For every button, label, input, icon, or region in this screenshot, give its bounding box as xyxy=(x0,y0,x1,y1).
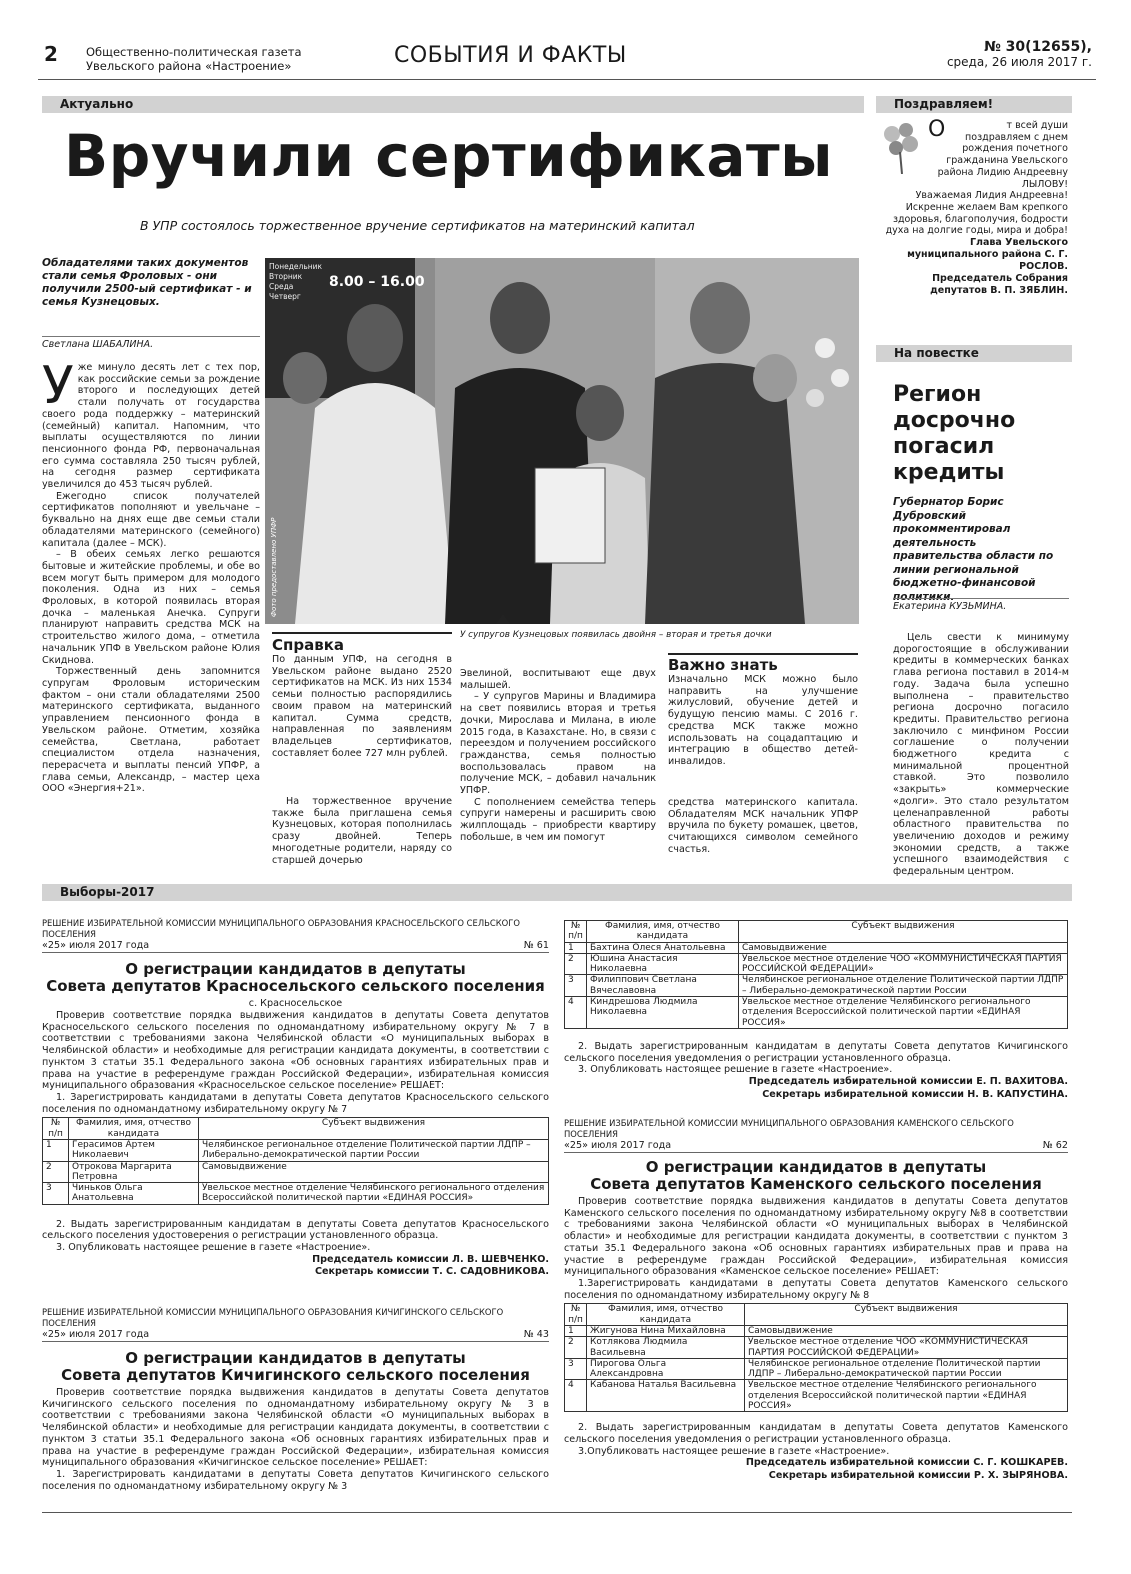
ki-body-p: Проверив соответствие порядка выдвижения кандидатов в депутаты Совета депутатов Кичигинского сельского поселения по одномандатному избирательному округу № 3 в соответствии с требованиями закона Челябинской области «О муниципальных выборах в Челябинской области» и необходимые для регистрации кандидата документы, в соответствии с пунктом 3 статьи 35.1 Федерального закона «Об основных гарантиях избирательных прав и права на участие в референдуме граждан Российской Федерации», избирательная комиссия муниципального образования «Кичигинское сельское поселение» РЕШАЕТ: xyxy=(42,1387,549,1469)
cell-num: 4 xyxy=(565,997,587,1029)
cell-name: Кабанова Наталья Васильевна xyxy=(587,1380,745,1412)
region-lead: Губернатор Борис Дубровский прокомментировал деятельность правительства области по линии региональной бюджетно-финансовой политики. xyxy=(893,496,1054,603)
lead-paragraph: Обладателями таких документов стали семья Фроловых - они получили 2500-ый сертификат - и семья Кузнецовых. xyxy=(42,257,252,308)
table-header-row xyxy=(565,1304,1068,1326)
col3-p2: – У супругов Марины и Владимира на свет появились вторая и третья дочки, Мирослава и Милана, в июле 2015 года, в Казахстане. Но, в связи с переездом и получением российского гражданства, семья полностью воспользовалась правом на получение МСК, – добавил начальник УПФР. xyxy=(460,691,656,797)
region-author: Екатерина КУЗЬМИНА. xyxy=(893,598,1069,612)
table-row xyxy=(565,1358,1068,1380)
cell-num: 3 xyxy=(43,1183,69,1205)
cell-name: Котлякова Людмила Васильевна xyxy=(587,1337,745,1359)
col2-p1: На торжественное вручение также была приглашена семья Кузнецовых, которая пополнилась сразу двойней. Теперь многодетные родители, наряду со старшей дочерью xyxy=(272,796,452,866)
photo-caption: У супругов Кузнецовых появилась двойня – вторая и третья дочки xyxy=(460,630,772,640)
drop-cap: У xyxy=(42,356,74,416)
cell-subject: Челябинское региональное отделение Политической партии ЛДПР – Либерально-демократической партии России xyxy=(739,975,1068,997)
kr-num: № 61 xyxy=(523,940,549,951)
kr-place: с. Красносельское xyxy=(248,998,343,1009)
cell-subject: Увельское местное отделение ЧОО «КОММУНИСТИЧЕСКАЯ ПАРТИЯ РОССИЙСКОЙ ФЕДЕРАЦИИ» xyxy=(739,953,1068,975)
col-header-subject: Субъект выдвижения xyxy=(745,1304,1068,1326)
page-header xyxy=(38,40,1096,80)
col-header-subject: Субъект выдвижения xyxy=(199,1118,549,1140)
cell-name: Чиньков Ольга Анатольевна xyxy=(69,1183,199,1205)
cell-num: 1 xyxy=(43,1139,69,1161)
col1-p2: Ежегодно список получателей сертификатов пополняют и увельчане – буквально на днях еще две семьи стали обладателями материнского (семейного) капитала (далее – МСК). xyxy=(42,490,260,549)
cell-subject: Увельское местное отделение Челябинского регионального отделения Всероссийской политической партии «ЕДИНАЯ РОССИЯ» xyxy=(739,997,1068,1029)
ka-item3: 3.Опубликовать настоящее решение в газете «Настроение». xyxy=(578,1445,890,1457)
spravka-box xyxy=(272,632,452,759)
cell-name: Пирогова Ольга Александровна xyxy=(587,1358,745,1380)
col3-p1: Эвелиной, воспитывают еще двух малышей. xyxy=(460,668,656,691)
cell-subject: Челябинское региональное отделение Политической партии ЛДПР – Либерально-демократической партии России xyxy=(745,1358,1068,1380)
article-column-3 xyxy=(460,668,656,844)
kr-item1: 1. Зарегистрировать кандидатами в депутаты Совета депутатов Красносельского сельского поселения по одномандатному избирательному округу № 7 xyxy=(42,1091,549,1115)
ki-item2: 2. Выдать зарегистрированным кандидатам в депутаты Совета депутатов Кичигинского сельского поселения уведомления о регистрации установленного образца. xyxy=(564,1040,1068,1064)
kr-head: РЕШЕНИЕ ИЗБИРАТЕЛЬНОЙ КОМИССИИ МУНИЦИПАЛЬНОГО ОБРАЗОВАНИЯ КРАСНОСЕЛЬСКОГО СЕЛЬСКОГО ПОСЕЛЕНИЯ xyxy=(42,918,520,939)
ki-head: РЕШЕНИЕ ИЗБИРАТЕЛЬНОЙ КОМИССИИ МУНИЦИПАЛЬНОГО ОБРАЗОВАНИЯ КИЧИГИНСКОГО СЕЛЬСКОГО ПОСЕЛЕНИЯ xyxy=(42,1307,504,1328)
cell-subject: Самовыдвижение xyxy=(745,1325,1068,1336)
table-row xyxy=(565,1380,1068,1412)
ka-title2: Совета депутатов Каменского сельского поселения xyxy=(590,1175,1042,1193)
rubric-elections: Выборы-2017 xyxy=(42,884,1072,901)
region-headline: Регион досрочно погасил кредиты xyxy=(893,382,1016,485)
ki-table xyxy=(564,920,1068,1029)
schedule-row-3: Среда xyxy=(269,282,294,291)
issue-number: № 30(12655), xyxy=(983,39,1092,55)
kr-item3: 3. Опубликовать настоящее решение в газете «Настроение». xyxy=(56,1242,371,1254)
table-row xyxy=(43,1183,549,1205)
rubric-aktualno: Актуально xyxy=(42,96,864,113)
schedule-row-2: Вторник xyxy=(269,272,303,281)
ka-items xyxy=(564,1422,1068,1457)
cell-name: Герасимов Артем Николаевич xyxy=(69,1139,199,1161)
ki-items xyxy=(564,1041,1068,1076)
kr-item2: 2. Выдать зарегистрированным кандидатам в депутаты Совета депутатов Красносельского сельского поселения удостоверения о регистрации установленного образца. xyxy=(42,1218,549,1242)
cell-num: 3 xyxy=(565,1358,587,1380)
col4-p1: средства материнского капитала. Обладателям МСК начальник УПФР вручила по букету ромашек, цветов, считающихся символом семейного счастья. xyxy=(668,797,858,855)
decision-krasnoselskoe xyxy=(42,918,549,1279)
issue-date: среда, 26 июля 2017 г. xyxy=(946,55,1092,69)
spravka-text: По данным УПФ, на сегодня в Увельском районе выдано 2520 сертификатов на МСК. Из них 1534 семьи полностью распорядились своим правом на материнский капитал. Сумма средств, направленная по заявлениям владельцев сертификатов, составляет более 727 млн рублей. xyxy=(272,654,452,759)
table-row xyxy=(565,942,1068,953)
kr-title1: О регистрации кандидатов в депутаты xyxy=(125,960,466,978)
cell-num: 2 xyxy=(43,1161,69,1183)
col-header-num: № п/п xyxy=(565,1304,587,1326)
ki-meta xyxy=(42,1329,549,1342)
ka-title1: О регистрации кандидатов в депутаты xyxy=(645,1158,987,1176)
page-bottom-rule xyxy=(42,1512,1072,1513)
col-header-num: № п/п xyxy=(43,1118,69,1140)
decision-kichiginskoe-cont xyxy=(564,920,1068,1101)
cell-name: Юшина Анастасия Николаевна xyxy=(587,953,739,975)
ka-date: «25» июля 2017 года xyxy=(564,1140,672,1151)
cell-num: 4 xyxy=(565,1380,587,1412)
cell-num: 2 xyxy=(565,1337,587,1359)
cell-subject: Увельское местное отделение Челябинского регионального отделения Всероссийской политической партии «ЕДИНАЯ РОССИЯ» xyxy=(199,1183,549,1205)
flowers-icon xyxy=(878,120,924,174)
ki-title1: О регистрации кандидатов в депутаты xyxy=(125,1349,466,1367)
vazhno-title: Важно знать xyxy=(668,653,858,674)
ki-item1: 1. Зарегистрировать кандидатами в депутаты Совета депутатов Кичигинского сельского поселения по одномандатному избирательному округу № 3 xyxy=(42,1468,549,1492)
kr-sig2: Секретарь комиссии Т. С. САДОВНИКОВА. xyxy=(314,1266,549,1278)
congrats-sig2: Председатель Собрания депутатов В. П. ЗЯБЛИН. xyxy=(930,273,1068,297)
col3-p3: С пополнением семейства теперь супруги намерены и расширить свою жилплощадь – приобрести квартиру побольше, в чем им помогут xyxy=(460,796,656,843)
congrats-initial: О xyxy=(928,117,946,142)
decision-kamenskoe xyxy=(564,1118,1068,1482)
col1-p3: – В обеих семьях легко решаются бытовые и житейские проблемы, и обе во всем могут быть примером для молодого поколения. Одна из них – семья Фроловых, в которой появилась вторая дочка – маленькая Анечка. Супруги планируют направить средства МСК на строительство жилого дома, – отметила начальник УПФ в Увельском районе Юлия Скиднова. xyxy=(42,549,260,666)
ka-item2: 2. Выдать зарегистрированным кандидатам в депутаты Совета депутатов Каменского сельского поселения уведомления о регистрации установленного образца. xyxy=(564,1422,1068,1445)
ki-item3: 3. Опубликовать настоящее решение в газете «Настроение». xyxy=(578,1064,893,1076)
kr-table xyxy=(42,1117,549,1204)
paper-name-line1: Общественно-политическая газета xyxy=(86,45,302,59)
photo-scene xyxy=(265,258,859,624)
cell-num: 2 xyxy=(565,953,587,975)
ka-item1: 1.Зарегистрировать кандидатами в депутаты Совета депутатов Каменского сельского поселения по одномандатному избирательному округу № 8 xyxy=(564,1277,1068,1301)
col-header-name: Фамилия, имя, отчество кандидата xyxy=(69,1118,199,1140)
cell-subject: Челябинское региональное отделение Политической партии ЛДПР – Либерально-демократической партии России xyxy=(199,1139,549,1161)
table-row xyxy=(565,1325,1068,1336)
spravka-title: Справка xyxy=(272,632,452,654)
table-header-row xyxy=(565,921,1068,943)
table-row xyxy=(565,1337,1068,1359)
section-title: СОБЫТИЯ И ФАКТЫ xyxy=(394,43,627,68)
ka-num: № 62 xyxy=(1042,1140,1068,1151)
table-row xyxy=(43,1139,549,1161)
cell-name: Киндрешова Людмила Николаевна xyxy=(587,997,739,1029)
ki-num: № 43 xyxy=(523,1329,549,1340)
region-text: Цель свести к минимуму дорогостоящие в обслуживании кредиты в коммерческих банках глава региона поставил в 2014-м году. Задача была успешно выполнена – правительство региона досрочно погасило кредиты. Правительство региона заключило с минфином России соглашение о получении бюджетного кредита с минимальной процентной ставкой. Это позволило «закрыть» коммерческие «долги». Это стало результатом целенаправленной работы областного правительства по увеличению доходов и режиму экономии средств, а также успешного взаимодействия с федеральным центром. xyxy=(893,632,1069,878)
rubric-povestka: На повестке xyxy=(876,345,1072,362)
decision-kichiginskoe xyxy=(42,1307,549,1492)
cell-subject: Увельское местное отделение Челябинского регионального отделения Всероссийской политической партии «ЕДИНАЯ РОССИЯ» xyxy=(745,1380,1068,1412)
kr-body-p: Проверив соответствие порядка выдвижения кандидатов в депутаты Совета депутатов Красносельского сельского поселения по одномандатному избирательному округу № 7 в соответствии с требованиями закона Челябинской области «О муниципальных выборах в Челябинской области» и необходимые для регистрации кандидата документы, в соответствии с пунктом 3 статьи 35.1 Федерального закона «Об основных гарантиях избирательных прав и права на участие в референдуме граждан Российской Федерации», избирательная комиссия муниципального образования «Красносельское сельское поселение» РЕШАЕТ: xyxy=(42,1010,549,1092)
table-row xyxy=(565,953,1068,975)
kr-items xyxy=(42,1219,549,1254)
table-header-row xyxy=(43,1118,549,1140)
ka-body xyxy=(564,1196,1068,1301)
kr-body xyxy=(42,1010,549,1115)
cell-name: Филиппович Светлана Вячеславовна xyxy=(587,975,739,997)
paper-name-line2: Увельского района «Настроение» xyxy=(86,59,292,73)
ka-body-p: Проверив соответствие порядка выдвижения кандидатов в депутаты Совета депутатов Каменского сельского поселения по одномандатному избирательному округу №8 в соответствии с требованиями закона Челябинской области «О муниципальных выборах в Челябинской области» и необходимые для регистрации кандидата документы, в соответствии с пунктом 3 статьи 35.1 Федерального закона «Об основных гарантиях избирательных прав и права на участие в референдуме граждан Российской Федерации», избирательная комиссия муниципального образования «Каменское сельское поселение» РЕШАЕТ: xyxy=(564,1196,1068,1278)
article-column-1 xyxy=(42,356,260,795)
col-header-subject: Субъект выдвижения xyxy=(739,921,1068,943)
congrats-text1-body: т всей души поздравляем с днем рождения почетного гражданина Увельского района Лидию Андреевну ЛЫЛОВУ! xyxy=(937,120,1068,190)
kr-title2: Совета депутатов Красносельского сельского поселения xyxy=(46,977,545,995)
cell-subject: Самовыдвижение xyxy=(199,1161,549,1183)
cell-subject: Самовыдвижение xyxy=(739,942,1068,953)
cell-num: 1 xyxy=(565,942,587,953)
ka-sig2: Секретарь избирательной комиссии Р. Х. ЗЫРЯНОВА. xyxy=(768,1469,1068,1481)
schedule-row-4: Четверг xyxy=(269,292,301,301)
vazhno-box xyxy=(668,653,858,768)
ki-sig2: Секретарь избирательной комиссии Н. В. КАПУСТИНА. xyxy=(762,1088,1068,1100)
cell-subject: Увельское местное отделение ЧОО «КОММУНИСТИЧЕСКАЯ ПАРТИЯ РОССИЙСКОЙ ФЕДЕРАЦИИ» xyxy=(745,1337,1068,1359)
ki-body xyxy=(42,1387,549,1492)
main-photo xyxy=(265,258,859,624)
congrats-box xyxy=(878,117,1068,297)
congrats-text2: Уважаемая Лидия Андреевна! Искренне желаем Вам крепкого здоровья, благополучия, бодрости духа на долгие годы, мира и добра! xyxy=(885,190,1068,237)
ka-sig1: Председатель избирательной комиссии С. Г. КОШКАРЕВ. xyxy=(745,1457,1068,1469)
main-author: Светлана ШАБАЛИНА. xyxy=(42,336,260,350)
schedule-row-1: Понедельник xyxy=(269,262,323,271)
cell-num: 1 xyxy=(565,1325,587,1336)
ki-title2: Совета депутатов Кичигинского сельского поселения xyxy=(61,1366,530,1384)
ka-head: РЕШЕНИЕ ИЗБИРАТЕЛЬНОЙ КОМИССИИ МУНИЦИПАЛЬНОГО ОБРАЗОВАНИЯ КАМЕНСКОГО СЕЛЬСКОГО ПОСЕЛЕНИЯ xyxy=(564,1118,1014,1139)
ki-date: «25» июля 2017 года xyxy=(42,1329,150,1340)
table-row xyxy=(43,1161,549,1183)
cell-name: Бахтина Олеся Анатольевна xyxy=(587,942,739,953)
col1-p1: же минуло десять лет с тех пор, как российские семьи за рождение второго и последующих детей стали получать от государства своего рода поддержку – материнский (семейный) капитал. Напомним, что выплаты осуществляются по линии пенсионного фонда РФ, первоначальная его сумма составляла 250 тысяч рублей, на сегодня размер сертификата увеличился до 453 тысяч рублей. xyxy=(42,362,260,491)
kr-meta xyxy=(42,940,549,953)
page-number: 2 xyxy=(44,42,58,66)
ka-meta xyxy=(564,1140,1068,1153)
paper-name xyxy=(86,45,302,73)
vazhno-text: Изначально МСК можно было направить на улучшение жилусловий, обучение детей и будущую пенсию мамы. С 2016 г. средства МСК также можно использовать на соцадаптацию и интеграцию в общество детей-инвалидов. xyxy=(668,674,858,767)
table-row xyxy=(565,975,1068,997)
ka-table xyxy=(564,1303,1068,1412)
cell-num: 3 xyxy=(565,975,587,997)
kr-date: «25» июля 2017 года xyxy=(42,940,150,951)
issue-info xyxy=(947,40,1092,70)
main-subhead: В УПР состоялось торжественное вручение сертификатов на материнский капитал xyxy=(140,218,695,233)
rubric-congrats: Поздравляем! xyxy=(876,96,1072,113)
photo-pointer-icon xyxy=(496,614,510,624)
photo-credit: Фото предоставлено УПФР xyxy=(270,517,278,617)
photo-schedule-times: 8.00 – 16.00 xyxy=(329,274,425,290)
col-header-num: № п/п xyxy=(565,921,587,943)
kr-sig1: Председатель комиссии Л. В. ШЕВЧЕНКО. xyxy=(312,1253,549,1265)
ki-sig1: Председатель избирательной комиссии Е. П. ВАХИТОВА. xyxy=(748,1076,1068,1088)
table-row xyxy=(565,997,1068,1029)
col-header-name: Фамилия, имя, отчество кандидата xyxy=(587,921,739,943)
col1-p4: Торжественный день запомнится супругам Фроловым историческим фактом – они стали обладателями 2500 материнского сертификата, выданного управлением пенсионного фонда в Увельском районе. Отметим, хозяйка семейства, Светлана, работает специалистом отдела назначения, перерасчета и выплаты пенсий УПФР, а глава семьи, Александр, – мастер цеха ООО «Энергия+21». xyxy=(42,666,260,795)
cell-name: Жигунова Нина Михайловна xyxy=(587,1325,745,1336)
col-header-name: Фамилия, имя, отчество кандидата xyxy=(587,1304,745,1326)
main-headline: Вручили сертификаты xyxy=(64,122,834,190)
cell-name: Отрокова Маргарита Петровна xyxy=(69,1161,199,1183)
congrats-sig1: Глава Увельского муниципального района С. Г. РОСЛОВ. xyxy=(907,237,1068,273)
